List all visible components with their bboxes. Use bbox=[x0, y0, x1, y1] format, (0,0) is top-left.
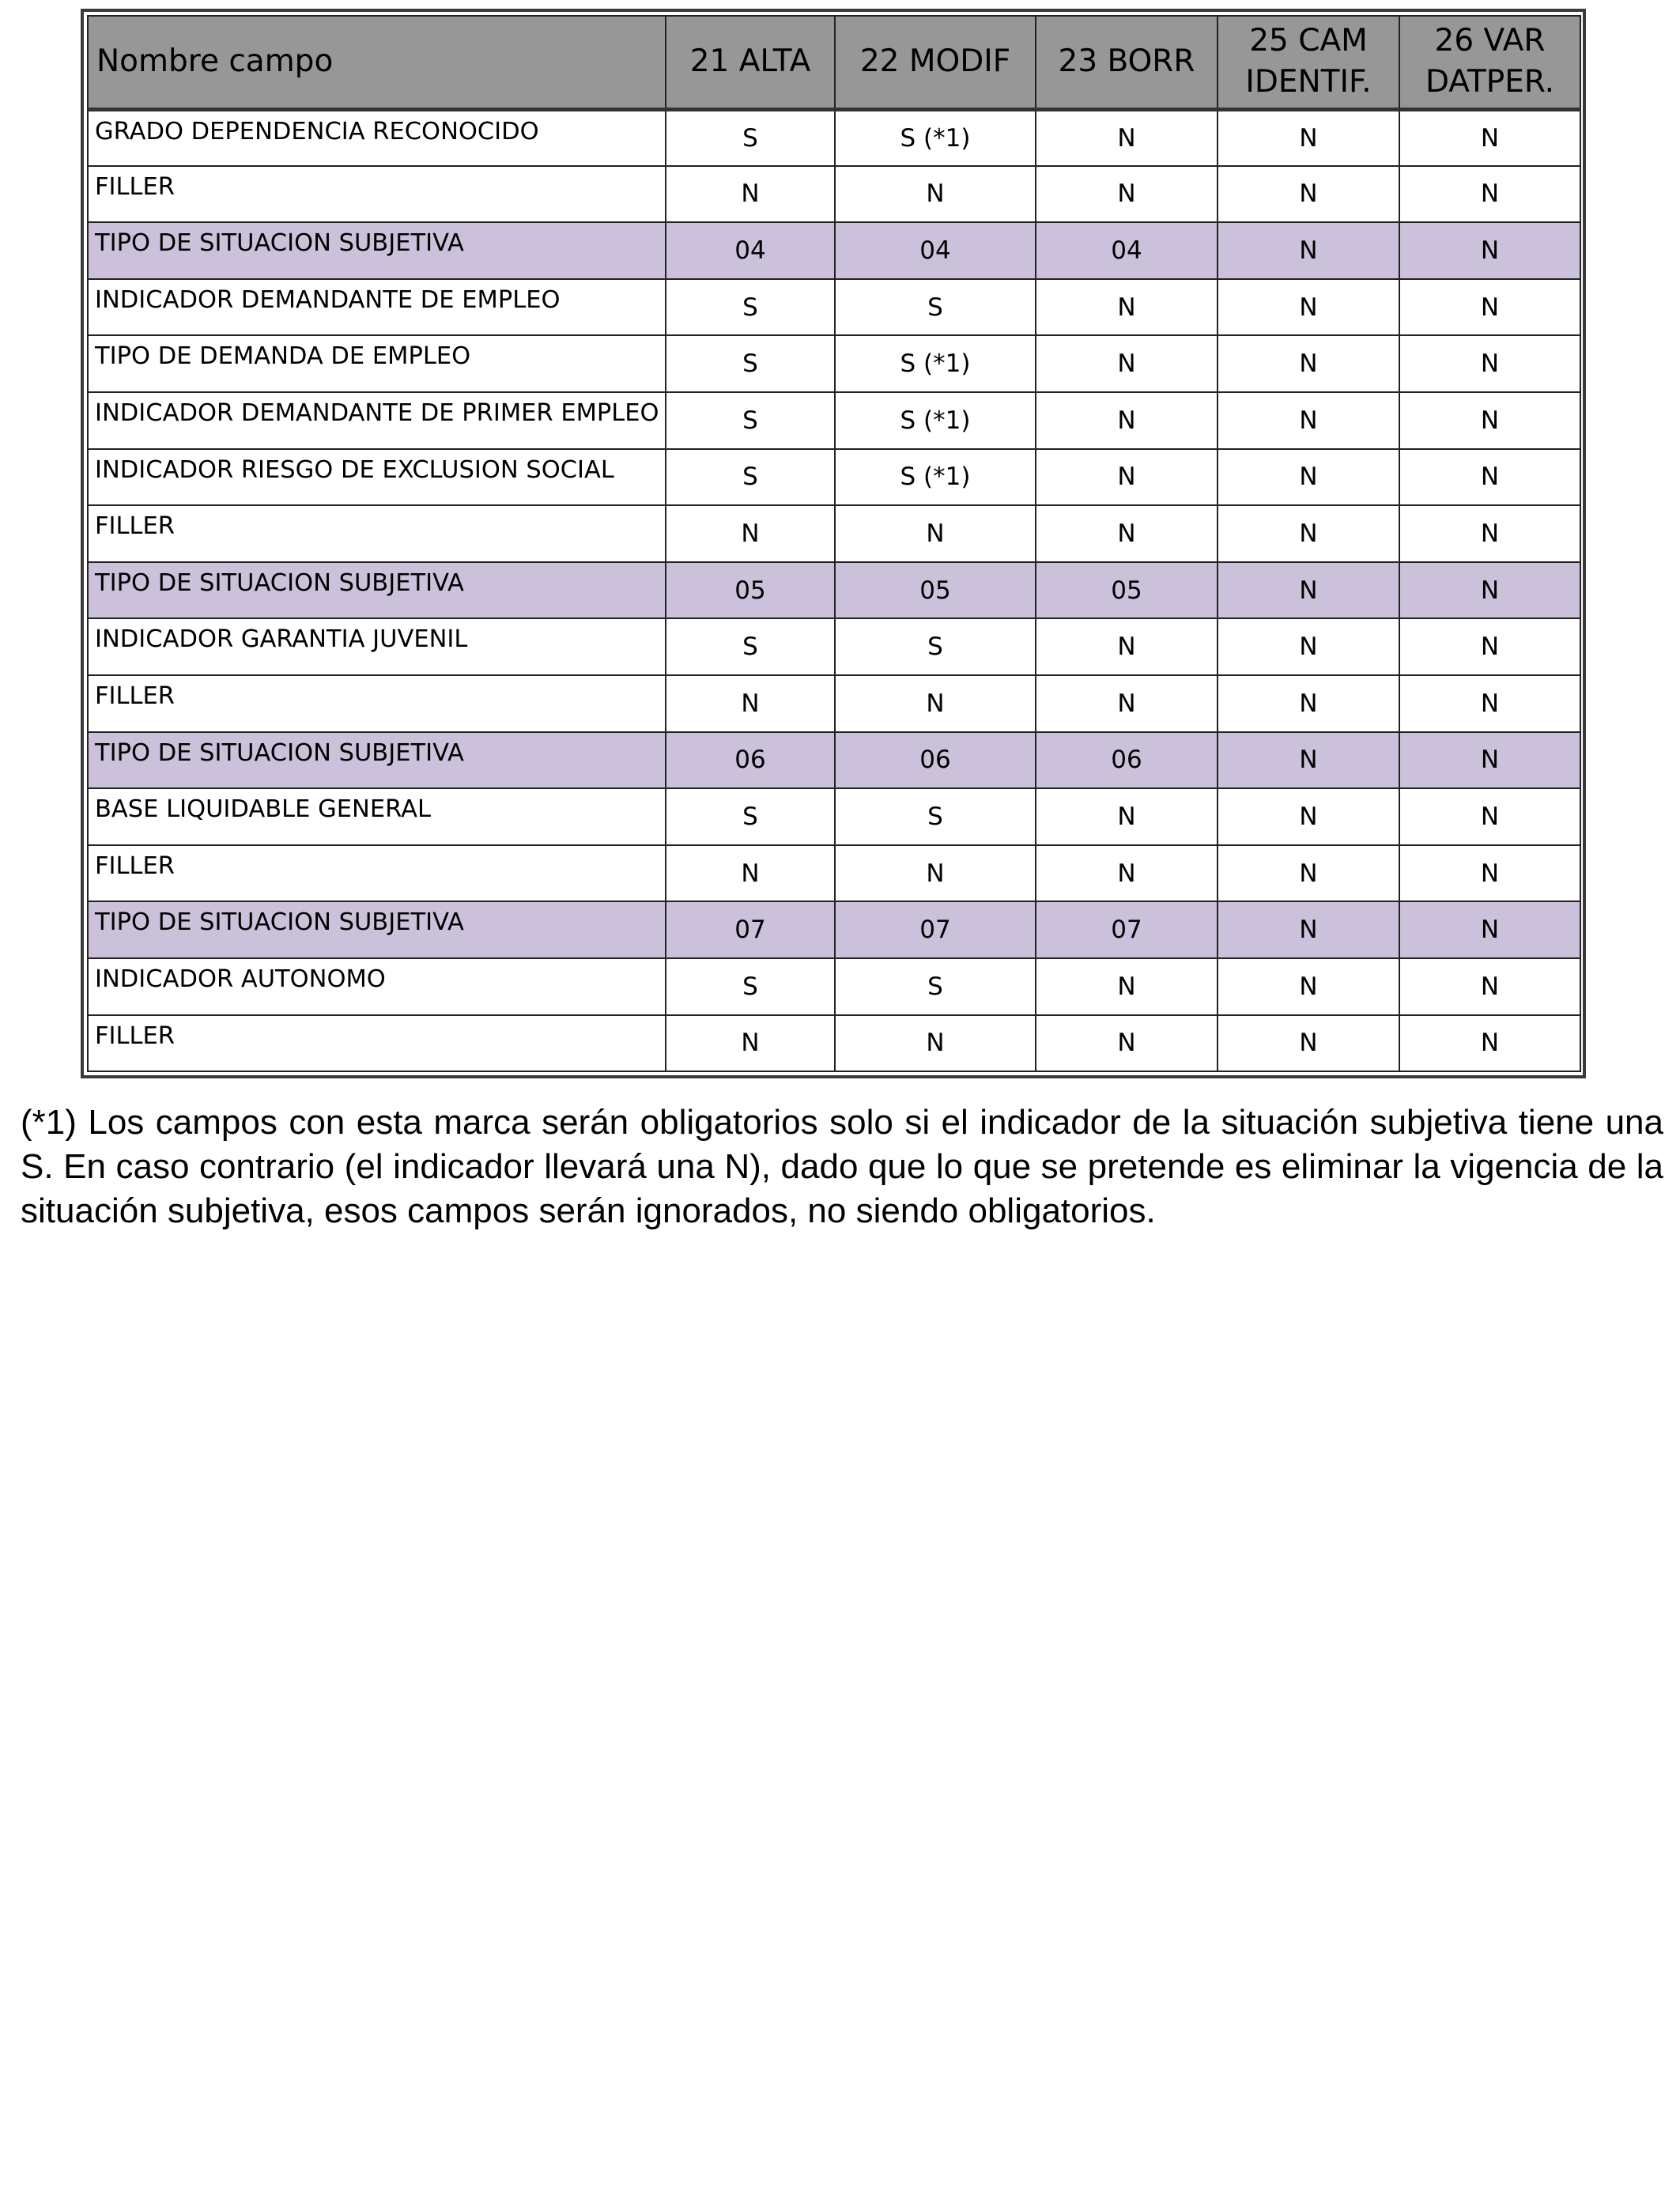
value-cell: N bbox=[1399, 279, 1580, 336]
value-cell: S bbox=[666, 335, 835, 392]
value-cell: N bbox=[1036, 505, 1218, 562]
value-cell: 05 bbox=[1036, 562, 1218, 619]
header-label-line1: 26 VAR bbox=[1434, 23, 1546, 59]
table-row bbox=[88, 109, 1580, 166]
value-cell: S bbox=[835, 279, 1036, 336]
value-cell: S bbox=[666, 788, 835, 845]
table-row bbox=[88, 845, 1580, 902]
value-cell: N bbox=[666, 166, 835, 223]
value-cell: N bbox=[666, 1015, 835, 1072]
value-cell: N bbox=[1218, 1015, 1399, 1072]
value-cell: N bbox=[1399, 675, 1580, 732]
header-label-line1: 25 CAM bbox=[1249, 23, 1368, 59]
table-row bbox=[88, 1015, 1580, 1072]
value-cell: 06 bbox=[1036, 732, 1218, 789]
table-row bbox=[88, 505, 1580, 562]
value-cell: N bbox=[666, 675, 835, 732]
value-cell: S bbox=[835, 618, 1036, 675]
value-cell: N bbox=[1036, 788, 1218, 845]
field-name-cell: FILLER bbox=[88, 505, 666, 562]
value-cell: N bbox=[1036, 845, 1218, 902]
table-row bbox=[88, 675, 1580, 732]
value-cell: N bbox=[1036, 335, 1218, 392]
header-label-line1: 22 MODIF bbox=[859, 43, 1011, 80]
field-name-cell: TIPO DE SITUACION SUBJETIVA bbox=[88, 222, 666, 279]
value-cell: N bbox=[835, 845, 1036, 902]
value-cell: N bbox=[1036, 449, 1218, 506]
value-cell: N bbox=[1036, 1015, 1218, 1072]
value-cell: N bbox=[1399, 109, 1580, 166]
value-cell: 06 bbox=[835, 732, 1036, 789]
value-cell: N bbox=[1036, 618, 1218, 675]
header-label-line2: IDENTIF. bbox=[1245, 64, 1372, 100]
table-row bbox=[88, 335, 1580, 392]
field-name-cell: BASE LIQUIDABLE GENERAL bbox=[88, 788, 666, 845]
value-cell: N bbox=[1218, 845, 1399, 902]
field-name-cell: FILLER bbox=[88, 675, 666, 732]
value-cell: N bbox=[835, 675, 1036, 732]
value-cell: N bbox=[1036, 279, 1218, 336]
value-cell: N bbox=[1036, 392, 1218, 449]
table-row-situacion-subjetiva bbox=[88, 222, 1580, 279]
value-cell: S (*1) bbox=[835, 392, 1036, 449]
field-name-cell: TIPO DE SITUACION SUBJETIVA bbox=[88, 732, 666, 789]
header-23-borr bbox=[1036, 16, 1218, 109]
value-cell: 04 bbox=[835, 222, 1036, 279]
value-cell: N bbox=[1399, 392, 1580, 449]
table-row bbox=[88, 392, 1580, 449]
table-row-situacion-subjetiva bbox=[88, 901, 1580, 958]
value-cell: N bbox=[1218, 222, 1399, 279]
table-row bbox=[88, 449, 1580, 506]
value-cell: N bbox=[1218, 335, 1399, 392]
value-cell: N bbox=[1036, 958, 1218, 1015]
field-name-cell: TIPO DE DEMANDA DE EMPLEO bbox=[88, 335, 666, 392]
value-cell: N bbox=[1399, 335, 1580, 392]
table-row bbox=[88, 958, 1580, 1015]
table-row bbox=[88, 618, 1580, 675]
field-name-cell: GRADO DEPENDENCIA RECONOCIDO bbox=[88, 109, 666, 166]
fields-table-frame bbox=[81, 9, 1586, 1078]
header-label-line2: DATPER. bbox=[1425, 64, 1555, 100]
value-cell: 05 bbox=[666, 562, 835, 619]
header-25-cam-identif bbox=[1218, 16, 1399, 109]
value-cell: S bbox=[666, 279, 835, 336]
header-21-alta bbox=[666, 16, 835, 109]
value-cell: S bbox=[666, 618, 835, 675]
value-cell: N bbox=[1399, 618, 1580, 675]
value-cell: N bbox=[1399, 505, 1580, 562]
value-cell: N bbox=[1218, 166, 1399, 223]
table-row bbox=[88, 166, 1580, 223]
value-cell: N bbox=[1399, 1015, 1580, 1072]
value-cell: S bbox=[666, 392, 835, 449]
value-cell: S (*1) bbox=[835, 109, 1036, 166]
value-cell: N bbox=[1218, 449, 1399, 506]
value-cell: N bbox=[1218, 788, 1399, 845]
table-row-situacion-subjetiva bbox=[88, 562, 1580, 619]
field-name-cell: INDICADOR DEMANDANTE DE EMPLEO bbox=[88, 279, 666, 336]
value-cell: N bbox=[1218, 392, 1399, 449]
table-row-situacion-subjetiva bbox=[88, 732, 1580, 789]
value-cell: N bbox=[1218, 279, 1399, 336]
value-cell: N bbox=[1399, 788, 1580, 845]
table-row bbox=[88, 279, 1580, 336]
value-cell: 07 bbox=[1036, 901, 1218, 958]
value-cell: N bbox=[1218, 109, 1399, 166]
header-nombre-campo bbox=[88, 16, 666, 109]
value-cell: 07 bbox=[666, 901, 835, 958]
value-cell: N bbox=[666, 505, 835, 562]
value-cell: N bbox=[1036, 109, 1218, 166]
field-name-cell: FILLER bbox=[88, 845, 666, 902]
value-cell: S bbox=[835, 788, 1036, 845]
value-cell: N bbox=[1399, 901, 1580, 958]
field-name-cell: INDICADOR RIESGO DE EXCLUSION SOCIAL bbox=[88, 449, 666, 506]
field-name-cell: INDICADOR GARANTIA JUVENIL bbox=[88, 618, 666, 675]
value-cell: S (*1) bbox=[835, 449, 1036, 506]
value-cell: N bbox=[835, 505, 1036, 562]
header-label-line1: 23 BORR bbox=[1058, 43, 1195, 80]
field-name-cell: TIPO DE SITUACION SUBJETIVA bbox=[88, 901, 666, 958]
value-cell: S bbox=[666, 109, 835, 166]
value-cell: N bbox=[1399, 222, 1580, 279]
fields-table bbox=[87, 15, 1581, 1072]
value-cell: N bbox=[1399, 166, 1580, 223]
value-cell: N bbox=[1036, 166, 1218, 223]
value-cell: N bbox=[835, 1015, 1036, 1072]
value-cell: 05 bbox=[835, 562, 1036, 619]
value-cell: 07 bbox=[835, 901, 1036, 958]
value-cell: N bbox=[1218, 901, 1399, 958]
header-26-var-datper bbox=[1399, 16, 1580, 109]
table-row bbox=[88, 788, 1580, 845]
field-name-cell: INDICADOR AUTONOMO bbox=[88, 958, 666, 1015]
value-cell: N bbox=[1399, 732, 1580, 789]
table-body bbox=[88, 109, 1580, 1071]
value-cell: N bbox=[1218, 562, 1399, 619]
header-label-line1: Nombre campo bbox=[96, 43, 334, 80]
header-22-modif bbox=[835, 16, 1036, 109]
value-cell: N bbox=[1036, 675, 1218, 732]
value-cell: N bbox=[1218, 675, 1399, 732]
value-cell: N bbox=[1218, 505, 1399, 562]
value-cell: 06 bbox=[666, 732, 835, 789]
header-row bbox=[88, 16, 1580, 109]
value-cell: N bbox=[1218, 958, 1399, 1015]
field-name-cell: FILLER bbox=[88, 166, 666, 223]
value-cell: 04 bbox=[1036, 222, 1218, 279]
value-cell: N bbox=[1399, 562, 1580, 619]
value-cell: N bbox=[1218, 732, 1399, 789]
value-cell: S bbox=[666, 958, 835, 1015]
field-name-cell: TIPO DE SITUACION SUBJETIVA bbox=[88, 562, 666, 619]
value-cell: S bbox=[835, 958, 1036, 1015]
value-cell: N bbox=[1218, 618, 1399, 675]
table-header bbox=[88, 16, 1580, 109]
field-name-cell: FILLER bbox=[88, 1015, 666, 1072]
value-cell: N bbox=[835, 166, 1036, 223]
value-cell: S bbox=[666, 449, 835, 506]
value-cell: N bbox=[1399, 958, 1580, 1015]
value-cell: 04 bbox=[666, 222, 835, 279]
header-label-line1: 21 ALTA bbox=[689, 43, 811, 80]
value-cell: N bbox=[1399, 449, 1580, 506]
field-name-cell: INDICADOR DEMANDANTE DE PRIMER EMPLEO bbox=[88, 392, 666, 449]
footnote-text: (*1) Los campos con esta marca serán obligatorios solo si el indicador de la situación subjetiva tiene una S. En caso contrario (el indicador llevará una N), dado que lo que se pretende es eliminar la vigencia de la situación subjetiva, esos campos serán ignorados, no siendo obligatorios. bbox=[21, 1103, 1663, 1230]
value-cell: N bbox=[1399, 845, 1580, 902]
value-cell: S (*1) bbox=[835, 335, 1036, 392]
value-cell: N bbox=[666, 845, 835, 902]
